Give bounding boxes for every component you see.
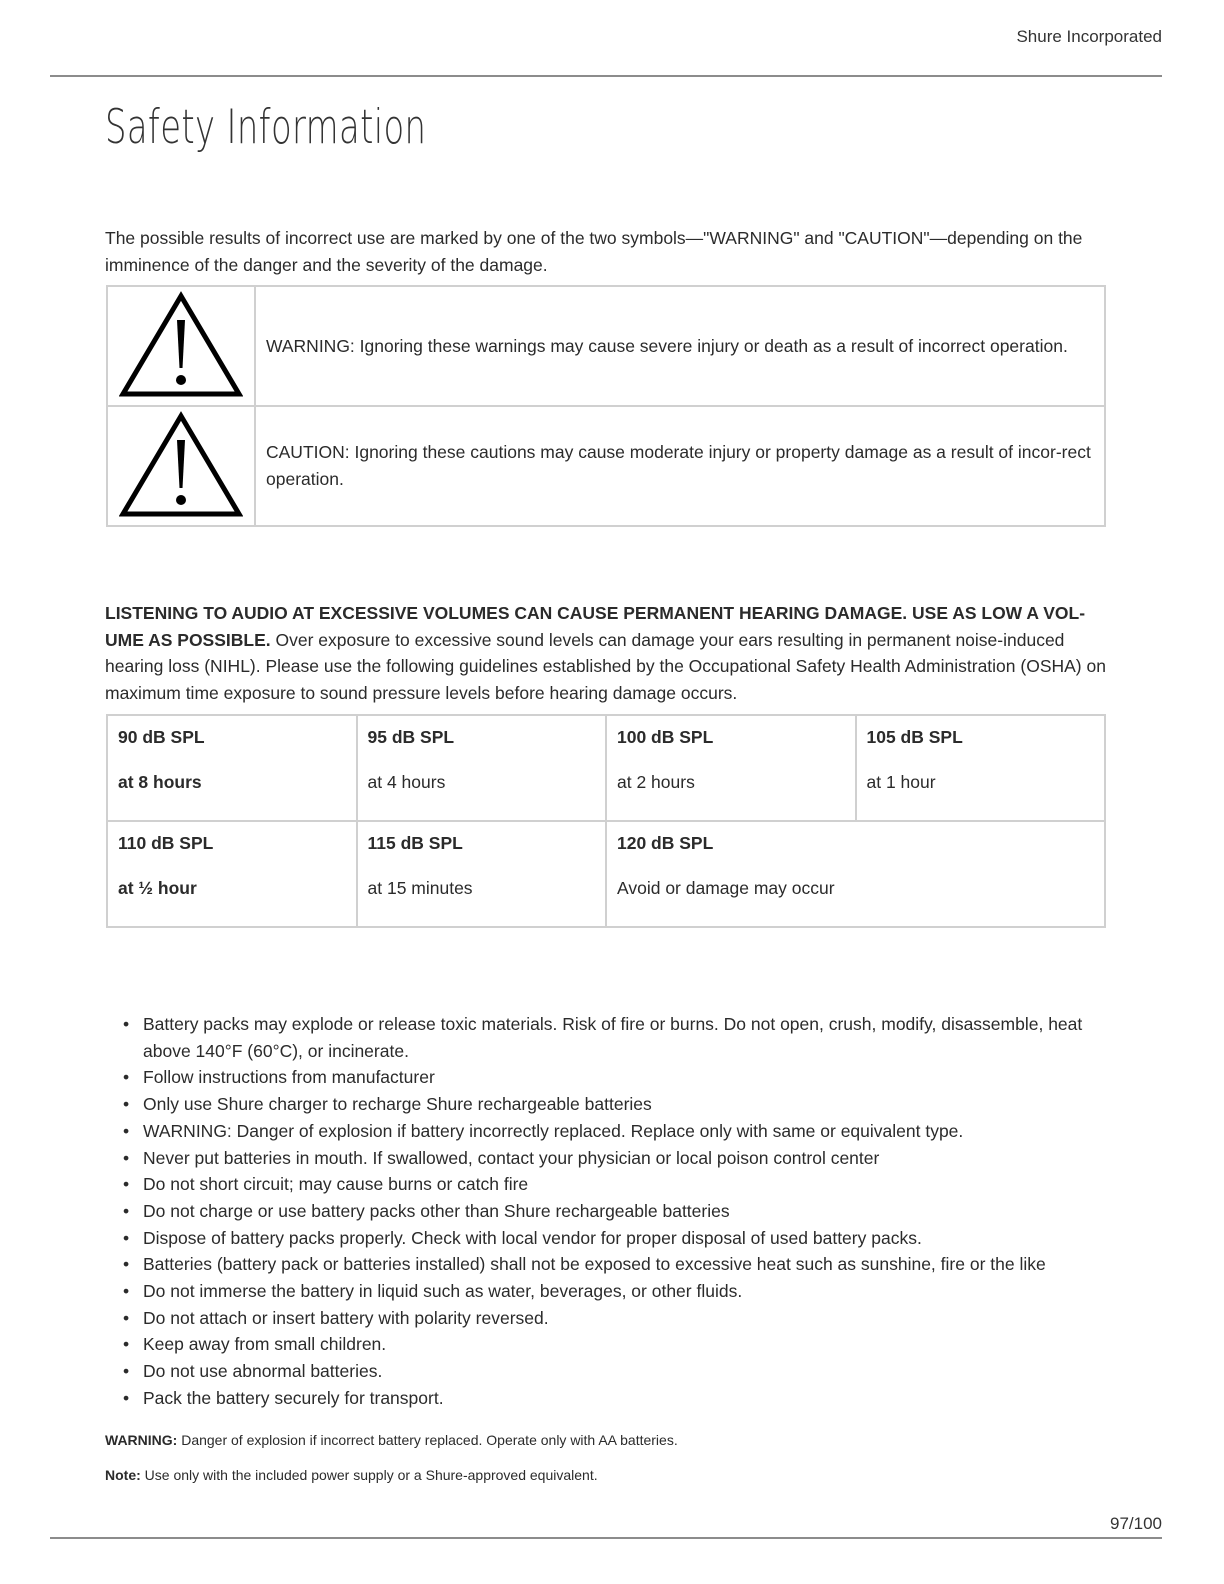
symbol-row-warning	[107, 286, 1105, 406]
spl-level: 100 dB SPL	[617, 727, 714, 747]
spl-cell	[357, 821, 607, 927]
spl-level: 110 dB SPL	[118, 833, 214, 853]
warning-text: WARNING: Ignoring these warnings may cause severe injury or death as a result of incorrect operation.	[255, 286, 1105, 406]
list-item: • Do not use abnormal batteries.	[105, 1358, 1105, 1385]
hearing-warning-bold: LISTENING TO AUDIO AT EXCESSIVE VOLUMES CAN CAUSE PERMANENT HEARING DAMAGE. USE AS LOW A VOL-UME AS POSSIBLE.	[105, 603, 1086, 650]
spl-level: 120 dB SPL	[617, 833, 714, 853]
spl-cell	[107, 821, 357, 927]
list-item: • Dispose of battery packs properly. Check with local vendor for proper disposal of used battery packs.	[105, 1225, 1105, 1252]
page-number: 97/100	[1110, 1514, 1162, 1533]
spl-cell	[357, 715, 607, 821]
page-title: Safety Information	[105, 100, 427, 155]
list-item: • Do not attach or insert battery with polarity reversed.	[105, 1305, 1105, 1332]
list-item: • WARNING: Danger of explosion if battery incorrectly replaced. Replace only with same or equivalent type.	[105, 1118, 1105, 1145]
spl-row	[107, 821, 1105, 927]
note-label: Note:	[105, 1467, 141, 1483]
spl-cell	[856, 715, 1106, 821]
note-text: Danger of explosion if incorrect battery replaced. Operate only with AA batteries.	[177, 1432, 678, 1448]
spl-level: 115 dB SPL	[367, 833, 463, 853]
spl-duration: at 2 hours	[617, 772, 695, 792]
note-label: WARNING:	[105, 1432, 178, 1448]
hearing-warning-text: Over exposure to excessive sound levels can damage your ears resulting in permanent noise-induced hearing loss (NIHL). Please use the following guidelines established by the Occupational Safety Health Administration (OSHA) on maximum time exposure to sound pressure levels before hearing damage occurs.	[105, 629, 1106, 703]
list-item: • Never put batteries in mouth. If swallowed, contact your physician or local poison control center	[105, 1145, 1105, 1172]
symbol-icon-cell	[107, 406, 255, 526]
spl-row	[107, 715, 1105, 821]
spl-duration: Avoid or damage may occur	[617, 878, 835, 898]
warning-triangle-icon	[119, 290, 243, 398]
list-item: • Battery packs may explode or release toxic materials. Risk of fire or burns. Do not open, crush, modify, disassemble, heat above 140°F (60°C), or incinerate.	[105, 1011, 1105, 1064]
intro-paragraph: The possible results of incorrect use are marked by one of the two symbols—"WARNING" and "CAUTION"—depending on the imminence of the danger and the severity of the damage.	[105, 228, 1083, 275]
spl-duration: at 15 minutes	[367, 878, 473, 898]
power-supply-note	[105, 1467, 598, 1483]
spl-duration: at 8 hours	[118, 772, 202, 792]
list-item: • Batteries (battery pack or batteries installed) shall not be exposed to excessive heat such as sunshine, fire or the like	[105, 1251, 1105, 1278]
caution-text: CAUTION: Ignoring these cautions may cause moderate injury or property damage as a result of incor-rect operation.	[255, 406, 1105, 526]
note-text: Use only with the included power supply or a Shure-approved equivalent.	[140, 1467, 598, 1483]
list-item: • Only use Shure charger to recharge Shure rechargeable batteries	[105, 1091, 1105, 1118]
spl-duration: at 4 hours	[367, 772, 446, 792]
list-item: • Do not charge or use battery packs other than Shure rechargeable batteries	[105, 1198, 1105, 1225]
spl-table	[106, 714, 1106, 928]
header-company: Shure Incorporated	[1016, 27, 1162, 46]
spl-cell	[107, 715, 357, 821]
symbol-table	[106, 285, 1106, 527]
footer-divider	[50, 1537, 1162, 1539]
spl-level: 105 dB SPL	[866, 727, 963, 747]
hearing-paragraph	[105, 600, 1110, 706]
symbol-row-caution	[107, 406, 1105, 526]
spl-level: 90 dB SPL	[118, 727, 205, 747]
symbol-icon-cell	[107, 286, 255, 406]
spl-cell	[606, 715, 856, 821]
spl-duration: at ½ hour	[118, 878, 197, 898]
header-divider	[50, 75, 1162, 77]
list-item: • Keep away from small children.	[105, 1331, 1105, 1358]
caution-triangle-icon	[119, 410, 243, 518]
battery-safety-list	[105, 1011, 1105, 1412]
list-item: • Follow instructions from manufacturer	[105, 1064, 1105, 1091]
list-item: • Do not short circuit; may cause burns or catch fire	[105, 1171, 1105, 1198]
spl-cell	[606, 821, 1105, 927]
battery-warning-note	[105, 1432, 678, 1448]
spl-duration: at 1 hour	[866, 772, 936, 792]
list-item: • Do not immerse the battery in liquid such as water, beverages, or other fluids.	[105, 1278, 1105, 1305]
list-item: • Pack the battery securely for transport.	[105, 1385, 1105, 1412]
spl-level: 95 dB SPL	[367, 727, 455, 747]
